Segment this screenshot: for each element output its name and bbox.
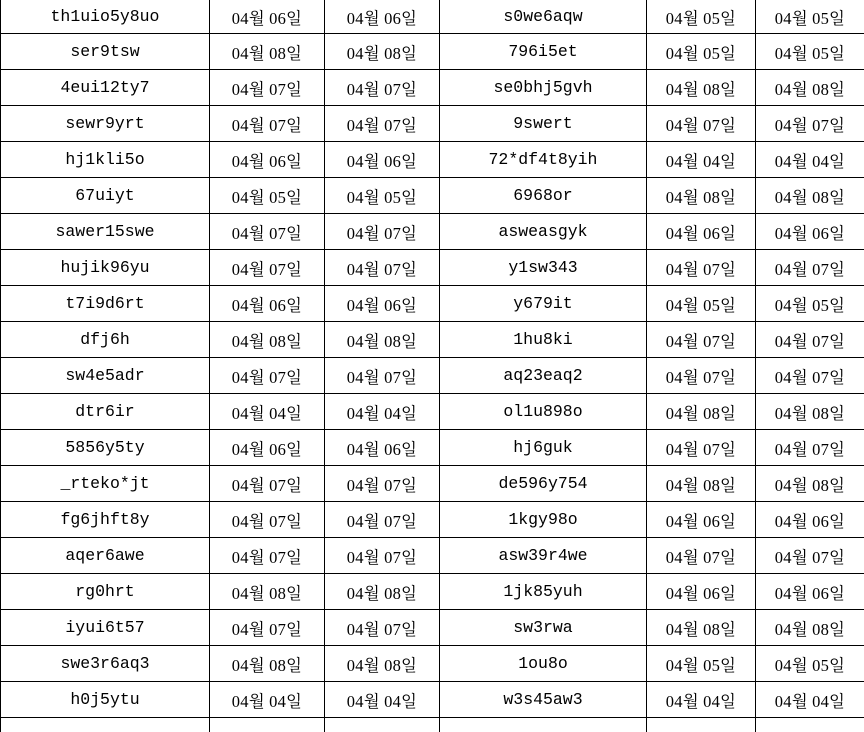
table-cell-code: hj1kli5o: [1, 142, 210, 178]
table-cell-date: 04월 06일: [325, 142, 440, 178]
table-cell-date: 04월 06일: [647, 502, 756, 538]
table-cell-date: 04월 07일: [210, 250, 325, 286]
table-row: [1, 0, 864, 34]
table-cell-date: 04월 07일: [210, 502, 325, 538]
table-row: [1, 466, 864, 502]
table-cell-date: 04월 06일: [756, 214, 864, 250]
table-cell-date: 04월 08일: [647, 610, 756, 646]
table-cell-date: 04월 07일: [647, 358, 756, 394]
table-cell-code: aqer6awe: [1, 538, 210, 574]
table-cell-date: 04월 08일: [325, 322, 440, 358]
table-cell-code: [1, 718, 210, 732]
table-cell-date: 04월 07일: [210, 70, 325, 106]
table-cell-date: 04월 07일: [210, 214, 325, 250]
table-cell-code: 5856y5ty: [1, 430, 210, 466]
table-cell-code: 9swert: [440, 106, 647, 142]
table-cell-code: hujik96yu: [1, 250, 210, 286]
table-cell-date: 04월 07일: [647, 106, 756, 142]
table-cell-date: 04월 07일: [756, 358, 864, 394]
table-cell-code: sewr9yrt: [1, 106, 210, 142]
table-cell-date: 04월 08일: [325, 574, 440, 610]
table-cell-code: 67uiyt: [1, 178, 210, 214]
table-cell-date: 04월 05일: [756, 34, 864, 70]
table-cell-date: 04월 07일: [756, 538, 864, 574]
table-cell-code: 1jk85yuh: [440, 574, 647, 610]
table-cell-date: 04월 07일: [210, 538, 325, 574]
table-cell-date: 04월 07일: [325, 358, 440, 394]
table-cell-code: sawer15swe: [1, 214, 210, 250]
table-cell-date: 04월 05일: [756, 0, 864, 34]
table-cell-code: h0j5ytu: [1, 682, 210, 718]
table-cell-date: 04월 07일: [325, 502, 440, 538]
table-cell-date: 04월 07일: [325, 106, 440, 142]
table-cell-date: 04월 05일: [647, 646, 756, 682]
table-cell-date: 04월 07일: [210, 358, 325, 394]
table-cell-code: ol1u898o: [440, 394, 647, 430]
table-row: [1, 178, 864, 214]
table-cell-code: ser9tsw: [1, 34, 210, 70]
table-cell-date: 04월 07일: [325, 70, 440, 106]
table-cell-date: 04월 06일: [210, 0, 325, 34]
table-cell-date: 04월 08일: [325, 646, 440, 682]
table-row: [1, 682, 864, 718]
table-cell-code: 72*df4t8yih: [440, 142, 647, 178]
table-cell-date: [210, 718, 325, 732]
table-row: [1, 430, 864, 466]
table-cell-date: 04월 05일: [756, 286, 864, 322]
table-cell-date: 04월 07일: [325, 610, 440, 646]
table-cell-code: de596y754: [440, 466, 647, 502]
table-cell-date: 04월 05일: [647, 286, 756, 322]
table-cell-code: rg0hrt: [1, 574, 210, 610]
table-cell-code: 4eui12ty7: [1, 70, 210, 106]
table-cell-date: 04월 08일: [647, 70, 756, 106]
table-cell-date: 04월 04일: [325, 682, 440, 718]
table-cell-date: 04월 05일: [325, 178, 440, 214]
table-cell-date: 04월 07일: [756, 430, 864, 466]
table-cell-date: 04월 06일: [647, 574, 756, 610]
table-row: [1, 610, 864, 646]
table-cell-date: 04월 04일: [647, 142, 756, 178]
table-cell-code: 6968or: [440, 178, 647, 214]
table-cell-date: 04월 07일: [756, 322, 864, 358]
table-cell-date: 04월 06일: [210, 430, 325, 466]
table-cell-date: 04월 06일: [210, 142, 325, 178]
table-cell-date: 04월 06일: [756, 502, 864, 538]
table-cell-code: w3s45aw3: [440, 682, 647, 718]
table-cell-date: [756, 718, 864, 732]
table-cell-code: aq23eaq2: [440, 358, 647, 394]
table-cell-date: 04월 06일: [325, 430, 440, 466]
table-cell-date: 04월 04일: [210, 394, 325, 430]
table-cell-date: 04월 08일: [210, 574, 325, 610]
table-cell-date: 04월 08일: [756, 70, 864, 106]
table-cell-date: 04월 04일: [647, 682, 756, 718]
table-cell-date: 04월 06일: [325, 286, 440, 322]
table-cell-date: 04월 04일: [756, 142, 864, 178]
table-row: [1, 394, 864, 430]
table-cell-code: th1uio5y8uo: [1, 0, 210, 34]
table-cell-code: fg6jhft8y: [1, 502, 210, 538]
table-cell-date: 04월 07일: [210, 610, 325, 646]
table-cell-date: 04월 07일: [756, 106, 864, 142]
table-cell-code: t7i9d6rt: [1, 286, 210, 322]
table-cell-code: 1hu8ki: [440, 322, 647, 358]
table-cell-date: 04월 06일: [325, 0, 440, 34]
table-cell-code: swe3r6aq3: [1, 646, 210, 682]
table-cell-date: 04월 08일: [647, 394, 756, 430]
table-cell-code: 1ou8o: [440, 646, 647, 682]
table-cell-date: 04월 08일: [756, 394, 864, 430]
table-cell-date: [325, 718, 440, 732]
table-cell-code: iyui6t57: [1, 610, 210, 646]
table-cell-date: 04월 08일: [647, 466, 756, 502]
table-cell-code: hj6guk: [440, 430, 647, 466]
table-cell-date: 04월 08일: [325, 34, 440, 70]
table-row: [1, 250, 864, 286]
table-row: [1, 70, 864, 106]
table-row: [1, 286, 864, 322]
table-row: [1, 142, 864, 178]
table-cell-code: dtr6ir: [1, 394, 210, 430]
table-cell-code: _rteko*jt: [1, 466, 210, 502]
table-cell-code: y679it: [440, 286, 647, 322]
table-cell-code: 796i5et: [440, 34, 647, 70]
table-cell-date: 04월 05일: [647, 34, 756, 70]
table-cell-date: [647, 718, 756, 732]
table-cell-date: 04월 04일: [210, 682, 325, 718]
table-cell-date: 04월 07일: [325, 538, 440, 574]
table-cell-date: 04월 08일: [210, 34, 325, 70]
table-cell-date: 04월 04일: [756, 682, 864, 718]
table-cell-date: 04월 06일: [210, 286, 325, 322]
table-cell-date: 04월 08일: [756, 178, 864, 214]
table-cell-date: 04월 04일: [325, 394, 440, 430]
table-row: [1, 106, 864, 142]
table-cell-date: 04월 07일: [325, 214, 440, 250]
table-cell-code: asw39r4we: [440, 538, 647, 574]
table-row: [1, 34, 864, 70]
table-cell-date: 04월 07일: [756, 250, 864, 286]
table-cell-code: sw3rwa: [440, 610, 647, 646]
table-cell-date: 04월 08일: [756, 466, 864, 502]
table-row: [1, 502, 864, 538]
table-row: [1, 358, 864, 394]
table-row: [1, 322, 864, 358]
table-cell-date: 04월 05일: [647, 0, 756, 34]
table-cell-date: 04월 07일: [210, 106, 325, 142]
table-cell-code: asweasgyk: [440, 214, 647, 250]
table-cell-date: 04월 08일: [210, 322, 325, 358]
table-cell-code: [440, 718, 647, 732]
table-row: [1, 574, 864, 610]
table-cell-date: 04월 06일: [647, 214, 756, 250]
table-cell-code: sw4e5adr: [1, 358, 210, 394]
table-cell-date: 04월 07일: [647, 322, 756, 358]
table-cell-code: 1kgy98o: [440, 502, 647, 538]
table-row: [1, 214, 864, 250]
table-cell-date: 04월 05일: [210, 178, 325, 214]
table-cell-date: 04월 05일: [756, 646, 864, 682]
table-cell-date: 04월 08일: [756, 610, 864, 646]
table-cell-code: y1sw343: [440, 250, 647, 286]
table-cell-date: 04월 07일: [647, 250, 756, 286]
table-cell-date: 04월 07일: [325, 250, 440, 286]
table-cell-date: 04월 07일: [647, 430, 756, 466]
table-cell-date: 04월 06일: [756, 574, 864, 610]
table-cell-date: 04월 08일: [647, 178, 756, 214]
table-cell-date: 04월 08일: [210, 646, 325, 682]
table-cell-code: s0we6aqw: [440, 0, 647, 34]
table-row: [1, 538, 864, 574]
table-cell-code: se0bhj5gvh: [440, 70, 647, 106]
table-cell-date: 04월 07일: [210, 466, 325, 502]
table-cell-date: 04월 07일: [647, 538, 756, 574]
table-cell-date: 04월 07일: [325, 466, 440, 502]
table-cell-code: dfj6h: [1, 322, 210, 358]
table-row: [1, 646, 864, 682]
table-row: [1, 718, 864, 732]
